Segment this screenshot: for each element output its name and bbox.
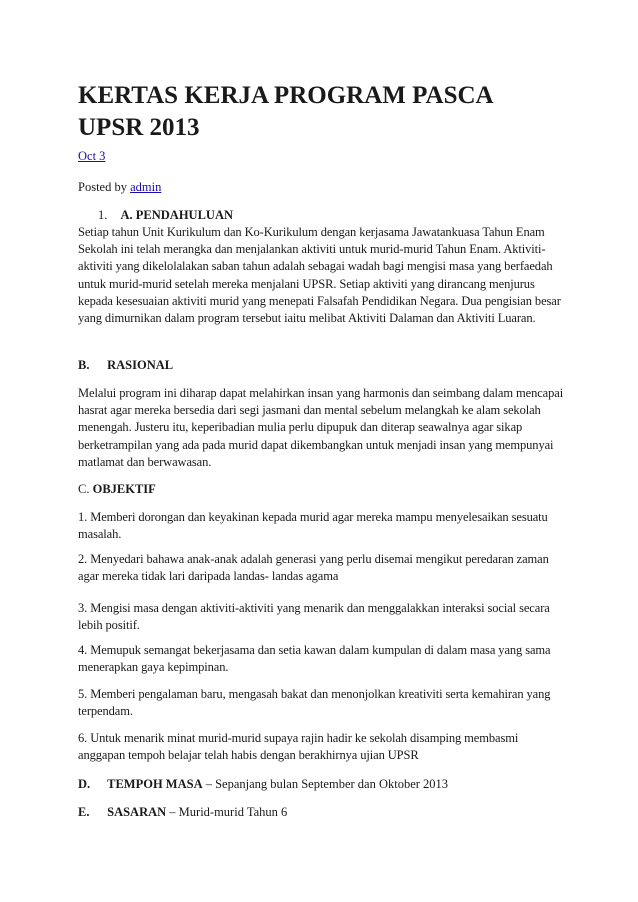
section-d-body: – Sepanjang bulan September dan Oktober 2013 bbox=[205, 777, 449, 791]
objective-item-5: 5. Memberi pengalaman baru, mengasah bakat dan menonjolkan kreativiti serta kemahiran yang terpendam. bbox=[78, 687, 551, 719]
section-b-letter: B. bbox=[78, 358, 90, 372]
objective-item-1: 1. Memberi dorongan dan keyakinan kepada murid agar mereka mampu menyelesaikan sesuatu masalah. bbox=[78, 510, 548, 542]
section-a-number: 1. bbox=[98, 208, 108, 222]
objective-item-3: 3. Mengisi masa dengan aktiviti-aktiviti yang menarik dan menggalakkan interaksi social secara lebih positif. bbox=[78, 601, 550, 633]
section-a-label: A. PENDAHULUAN bbox=[120, 208, 233, 222]
section-a-heading bbox=[98, 208, 233, 223]
section-e-letter: E. bbox=[78, 805, 90, 819]
section-d-letter: D. bbox=[78, 777, 91, 791]
objective-item-4: 4. Memupuk semangat bekerjasama dan setia kawan dalam kumpulan di dalam masa yang sama menerapkan gaya kepimpinan. bbox=[78, 643, 551, 675]
post-date-link[interactable]: Oct 3 bbox=[78, 149, 106, 163]
section-e-label: SASARAN bbox=[107, 805, 167, 819]
section-e-row bbox=[78, 805, 287, 820]
section-b-heading bbox=[78, 358, 173, 373]
section-c-letter: C. bbox=[78, 482, 90, 496]
page-title: KERTAS KERJA PROGRAM PASCA UPSR 2013 bbox=[78, 82, 493, 141]
author-link[interactable]: admin bbox=[130, 180, 162, 194]
section-c-label: OBJEKTIF bbox=[92, 482, 156, 496]
section-c-heading bbox=[78, 482, 156, 497]
section-a-body: Setiap tahun Unit Kurikulum dan Ko-Kurikulum dengan kerjasama Jawatankuasa Tahun Enam Sekolah ini telah merangka dan menjalankan aktiviti untuk murid-murid Tahun Enam. Aktiviti-aktiviti yang dikelolalakan saban tahun adalah sebagai wadah bagi mengisi masa yang berfaedah untuk murid-murid setelah mereka menjalani UPSR. Setiap aktiviti yang dirancang menjurus kepada kesesuaian aktiviti murid yang menepati Falsafah Pendidikan Negara. Dua pengisian besar yang dimurnikan dalam program tersebut iaitu melibat Aktiviti Dalaman dan Aktiviti Luaran. bbox=[78, 225, 561, 326]
objective-item-6: 6. Untuk menarik minat murid-murid supaya rajin hadir ke sekolah disamping membasmi anggapan tempoh belajar telah habis dengan berakhirnya ujian UPSR bbox=[78, 731, 519, 763]
section-e-body: – Murid-murid Tahun 6 bbox=[169, 805, 288, 819]
posted-by bbox=[78, 180, 161, 195]
posted-prefix: Posted by bbox=[78, 180, 127, 194]
section-d-label: TEMPOH MASA bbox=[107, 777, 203, 791]
section-b-body: Melalui program ini diharap dapat melahirkan insan yang harmonis dan seimbang dalam mencapai hasrat agar mereka bersedia dari segi jasmani dan mental sebelum melangkah ke alam sekolah menengah. Justeru itu, keperibadian mulia perlu dipupuk dan diterap seawalnya agar sikap berketrampilan yang ada pada murid dapat dikembangkan untuk menjadi insan yang mempunyai matlamat dan berwawasan. bbox=[78, 386, 564, 469]
section-b-label: RASIONAL bbox=[107, 358, 174, 372]
section-d-row bbox=[78, 777, 448, 792]
objective-item-2: 2. Menyedari bahawa anak-anak adalah generasi yang perlu disemai mengikut peredaran zaman agar mereka tidak lari daripada landas- landas agama bbox=[78, 552, 549, 584]
